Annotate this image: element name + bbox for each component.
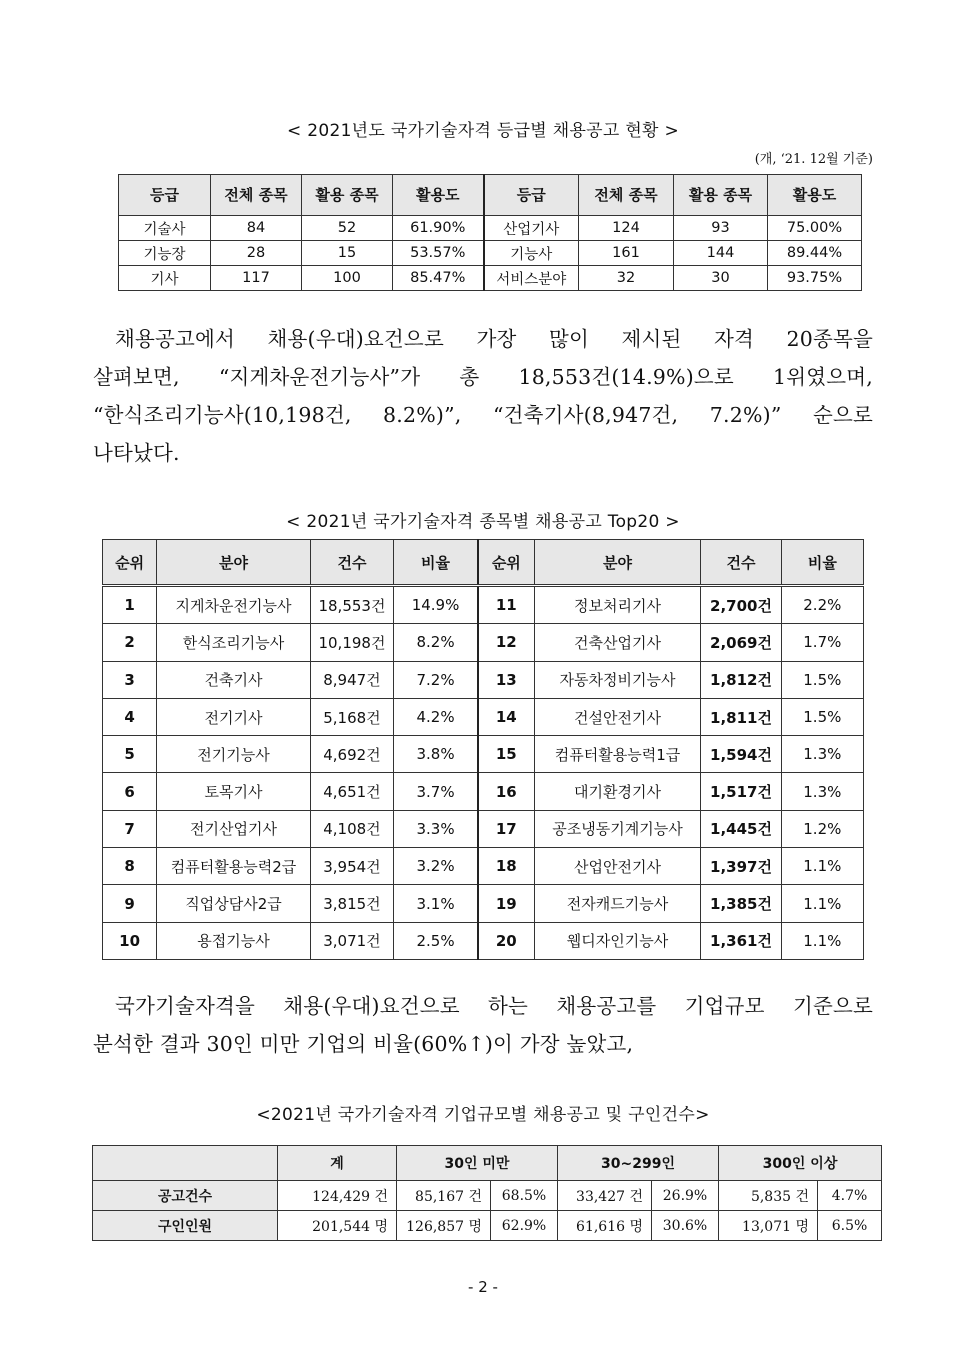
table2-caption: < 2021년 국가기술자격 종목별 채용공고 Top20 > bbox=[286, 512, 680, 532]
table-cell: 93 bbox=[674, 216, 768, 241]
table-row bbox=[103, 848, 864, 885]
table-cell: 33,427 건 bbox=[558, 1181, 652, 1211]
ratio-cell: 3.2% bbox=[394, 848, 478, 885]
field-cell: 컴퓨터활용능력1급 bbox=[534, 736, 701, 773]
table-cell: 89.44% bbox=[768, 241, 862, 266]
header-cell: 비율 bbox=[394, 540, 478, 586]
ratio-cell: 3.1% bbox=[394, 885, 478, 922]
ratio-cell: 1.3% bbox=[781, 736, 863, 773]
table-cell: 32 bbox=[579, 266, 674, 291]
header-cell: 순위 bbox=[478, 540, 534, 586]
table-cell: 62.9% bbox=[491, 1211, 558, 1241]
table-row bbox=[103, 661, 864, 698]
paragraph-company-size-summary bbox=[93, 987, 873, 1063]
header-cell: 활용 종목 bbox=[674, 175, 768, 216]
table-row bbox=[93, 1181, 882, 1211]
rank-cell: 6 bbox=[103, 773, 157, 810]
header-cell: 활용 종목 bbox=[302, 175, 393, 216]
table-header-row bbox=[103, 540, 864, 586]
field-cell: 전기기사 bbox=[157, 698, 311, 735]
field-cell: 웹디자인기능사 bbox=[534, 922, 701, 959]
page-number: - 2 - bbox=[468, 1278, 498, 1296]
rank-cell: 7 bbox=[103, 810, 157, 847]
table-cell: 68.5% bbox=[491, 1181, 558, 1211]
row-header-cell: 공고건수 bbox=[93, 1181, 278, 1211]
header-cell: 순위 bbox=[103, 540, 157, 586]
header-cell: 활용도 bbox=[393, 175, 484, 216]
count-cell: 2,069건 bbox=[701, 624, 781, 661]
rank-cell: 12 bbox=[478, 624, 534, 661]
field-cell: 정보처리기사 bbox=[534, 586, 701, 624]
table-row bbox=[119, 241, 862, 266]
field-cell: 건축산업기사 bbox=[534, 624, 701, 661]
count-cell: 2,700건 bbox=[701, 586, 781, 624]
field-cell: 토목기사 bbox=[157, 773, 311, 810]
ratio-cell: 2.2% bbox=[781, 586, 863, 624]
table-cell: 5,835 건 bbox=[719, 1181, 818, 1211]
table-cell: 85,167 건 bbox=[397, 1181, 491, 1211]
ratio-cell: 1.1% bbox=[781, 885, 863, 922]
header-cell: 계 bbox=[278, 1146, 397, 1181]
field-cell: 한식조리기능사 bbox=[157, 624, 311, 661]
ratio-cell: 7.2% bbox=[394, 661, 478, 698]
header-cell: 활용도 bbox=[768, 175, 862, 216]
table-cell: 85.47% bbox=[393, 266, 484, 291]
ratio-cell: 3.7% bbox=[394, 773, 478, 810]
table-row bbox=[93, 1211, 882, 1241]
table-cell: 201,544 명 bbox=[278, 1211, 397, 1241]
rank-cell: 1 bbox=[103, 586, 157, 624]
table1-unit-note: (개, ‘21. 12월 기준) bbox=[754, 152, 873, 167]
header-cell: 비율 bbox=[781, 540, 863, 586]
count-cell: 3,071건 bbox=[310, 922, 393, 959]
header-cell: 분야 bbox=[534, 540, 701, 586]
count-cell: 18,553건 bbox=[310, 586, 393, 624]
table-row bbox=[103, 624, 864, 661]
table-cell: 61,616 명 bbox=[558, 1211, 652, 1241]
field-cell: 지게차운전기능사 bbox=[157, 586, 311, 624]
count-cell: 1,517건 bbox=[701, 773, 781, 810]
rank-cell: 20 bbox=[478, 922, 534, 959]
ratio-cell: 1.7% bbox=[781, 624, 863, 661]
count-cell: 1,812건 bbox=[701, 661, 781, 698]
table-row bbox=[119, 216, 862, 241]
count-cell: 3,815건 bbox=[310, 885, 393, 922]
field-cell: 전기기능사 bbox=[157, 736, 311, 773]
count-cell: 1,594건 bbox=[701, 736, 781, 773]
rank-cell: 16 bbox=[478, 773, 534, 810]
table-cell: 124 bbox=[579, 216, 674, 241]
count-cell: 1,361건 bbox=[701, 922, 781, 959]
table-row bbox=[103, 698, 864, 735]
paragraph-line: 국가기술자격을 채용(우대)요건으로 하는 채용공고를 기업규모 기준으로 bbox=[115, 994, 873, 1018]
table-row bbox=[119, 266, 862, 291]
rank-cell: 3 bbox=[103, 661, 157, 698]
header-cell: 등급 bbox=[119, 175, 211, 216]
ratio-cell: 14.9% bbox=[394, 586, 478, 624]
count-cell: 8,947건 bbox=[310, 661, 393, 698]
field-cell: 전자캐드기능사 bbox=[534, 885, 701, 922]
table-cell: 4.7% bbox=[818, 1181, 882, 1211]
table-header-row bbox=[93, 1146, 882, 1181]
table-header-row bbox=[119, 175, 862, 216]
count-cell: 10,198건 bbox=[310, 624, 393, 661]
table-cell: 75.00% bbox=[768, 216, 862, 241]
count-cell: 4,651건 bbox=[310, 773, 393, 810]
count-cell: 1,397건 bbox=[701, 848, 781, 885]
header-cell: 등급 bbox=[484, 175, 579, 216]
ratio-cell: 4.2% bbox=[394, 698, 478, 735]
table-cell: 기사 bbox=[119, 266, 211, 291]
count-cell: 4,108건 bbox=[310, 810, 393, 847]
paragraph-top20-summary bbox=[93, 320, 873, 472]
table-cell: 13,071 명 bbox=[719, 1211, 818, 1241]
table-row bbox=[103, 885, 864, 922]
ratio-cell: 1.2% bbox=[781, 810, 863, 847]
rank-cell: 19 bbox=[478, 885, 534, 922]
table-cell: 28 bbox=[211, 241, 302, 266]
ratio-cell: 8.2% bbox=[394, 624, 478, 661]
table-row bbox=[103, 736, 864, 773]
table-cell: 서비스분야 bbox=[484, 266, 579, 291]
table-cell: 93.75% bbox=[768, 266, 862, 291]
table-cell: 100 bbox=[302, 266, 393, 291]
ratio-cell: 3.3% bbox=[394, 810, 478, 847]
grade-job-posting-table bbox=[118, 174, 862, 291]
header-cell: 30인 미만 bbox=[397, 1146, 558, 1181]
table-cell: 144 bbox=[674, 241, 768, 266]
rank-cell: 15 bbox=[478, 736, 534, 773]
count-cell: 3,954건 bbox=[310, 848, 393, 885]
ratio-cell: 1.5% bbox=[781, 661, 863, 698]
field-cell: 대기환경기사 bbox=[534, 773, 701, 810]
count-cell: 1,385건 bbox=[701, 885, 781, 922]
table-cell: 124,429 건 bbox=[278, 1181, 397, 1211]
table3-caption: <2021년 국가기술자격 기업규모별 채용공고 및 구인건수> bbox=[256, 1105, 710, 1125]
table-row bbox=[103, 773, 864, 810]
rank-cell: 5 bbox=[103, 736, 157, 773]
table1-caption: < 2021년도 국가기술자격 등급별 채용공고 현황 > bbox=[286, 121, 680, 141]
header-cell bbox=[93, 1146, 278, 1181]
field-cell: 자동차정비기능사 bbox=[534, 661, 701, 698]
paragraph-line: 분석한 결과 30인 미만 기업의 비율(60%↑)이 가장 높았고, bbox=[93, 1032, 634, 1056]
count-cell: 4,692건 bbox=[310, 736, 393, 773]
header-cell: 건수 bbox=[701, 540, 781, 586]
header-cell: 분야 bbox=[157, 540, 311, 586]
table-cell: 161 bbox=[579, 241, 674, 266]
rank-cell: 11 bbox=[478, 586, 534, 624]
paragraph-line: 나타났다. bbox=[93, 441, 180, 465]
rank-cell: 17 bbox=[478, 810, 534, 847]
field-cell: 건축기사 bbox=[157, 661, 311, 698]
rank-cell: 13 bbox=[478, 661, 534, 698]
table-cell: 30.6% bbox=[652, 1211, 719, 1241]
ratio-cell: 3.8% bbox=[394, 736, 478, 773]
ratio-cell: 1.1% bbox=[781, 922, 863, 959]
field-cell: 건설안전기사 bbox=[534, 698, 701, 735]
field-cell: 직업상담사2급 bbox=[157, 885, 311, 922]
ratio-cell: 2.5% bbox=[394, 922, 478, 959]
top20-certificate-table bbox=[102, 539, 864, 960]
field-cell: 전기산업기사 bbox=[157, 810, 311, 847]
table-row bbox=[103, 586, 864, 624]
rank-cell: 18 bbox=[478, 848, 534, 885]
rank-cell: 14 bbox=[478, 698, 534, 735]
table-cell: 26.9% bbox=[652, 1181, 719, 1211]
rank-cell: 4 bbox=[103, 698, 157, 735]
table-row bbox=[103, 810, 864, 847]
paragraph-line: “한식조리기능사(10,198건, 8.2%)”, “건축기사(8,947건, 7.2%)” 순으로 bbox=[93, 403, 873, 427]
table-cell: 15 bbox=[302, 241, 393, 266]
table-cell: 126,857 명 bbox=[397, 1211, 491, 1241]
table-cell: 기능장 bbox=[119, 241, 211, 266]
table-cell: 52 bbox=[302, 216, 393, 241]
count-cell: 5,168건 bbox=[310, 698, 393, 735]
rank-cell: 8 bbox=[103, 848, 157, 885]
paragraph-line: 살펴보면, “지게차운전기능사”가 총 18,553건(14.9%)으로 1위였으며, bbox=[93, 365, 873, 389]
ratio-cell: 1.5% bbox=[781, 698, 863, 735]
table-cell: 84 bbox=[211, 216, 302, 241]
table-cell: 53.57% bbox=[393, 241, 484, 266]
table-cell: 30 bbox=[674, 266, 768, 291]
field-cell: 공조냉동기계기능사 bbox=[534, 810, 701, 847]
table-cell: 산업기사 bbox=[484, 216, 579, 241]
row-header-cell: 구인인원 bbox=[93, 1211, 278, 1241]
header-cell: 전체 종목 bbox=[579, 175, 674, 216]
table-cell: 6.5% bbox=[818, 1211, 882, 1241]
header-cell: 300인 이상 bbox=[719, 1146, 882, 1181]
rank-cell: 2 bbox=[103, 624, 157, 661]
table-cell: 61.90% bbox=[393, 216, 484, 241]
rank-cell: 10 bbox=[103, 922, 157, 959]
company-size-table bbox=[92, 1145, 882, 1241]
header-cell: 건수 bbox=[310, 540, 393, 586]
header-cell: 전체 종목 bbox=[211, 175, 302, 216]
table-cell: 기술사 bbox=[119, 216, 211, 241]
paragraph-line: 채용공고에서 채용(우대)요건으로 가장 많이 제시된 자격 20종목을 bbox=[115, 327, 873, 351]
field-cell: 산업안전기사 bbox=[534, 848, 701, 885]
table-cell: 기능사 bbox=[484, 241, 579, 266]
count-cell: 1,445건 bbox=[701, 810, 781, 847]
ratio-cell: 1.3% bbox=[781, 773, 863, 810]
count-cell: 1,811건 bbox=[701, 698, 781, 735]
field-cell: 용접기능사 bbox=[157, 922, 311, 959]
header-cell: 30~299인 bbox=[558, 1146, 719, 1181]
rank-cell: 9 bbox=[103, 885, 157, 922]
table-cell: 117 bbox=[211, 266, 302, 291]
table-row bbox=[103, 922, 864, 959]
ratio-cell: 1.1% bbox=[781, 848, 863, 885]
field-cell: 컴퓨터활용능력2급 bbox=[157, 848, 311, 885]
